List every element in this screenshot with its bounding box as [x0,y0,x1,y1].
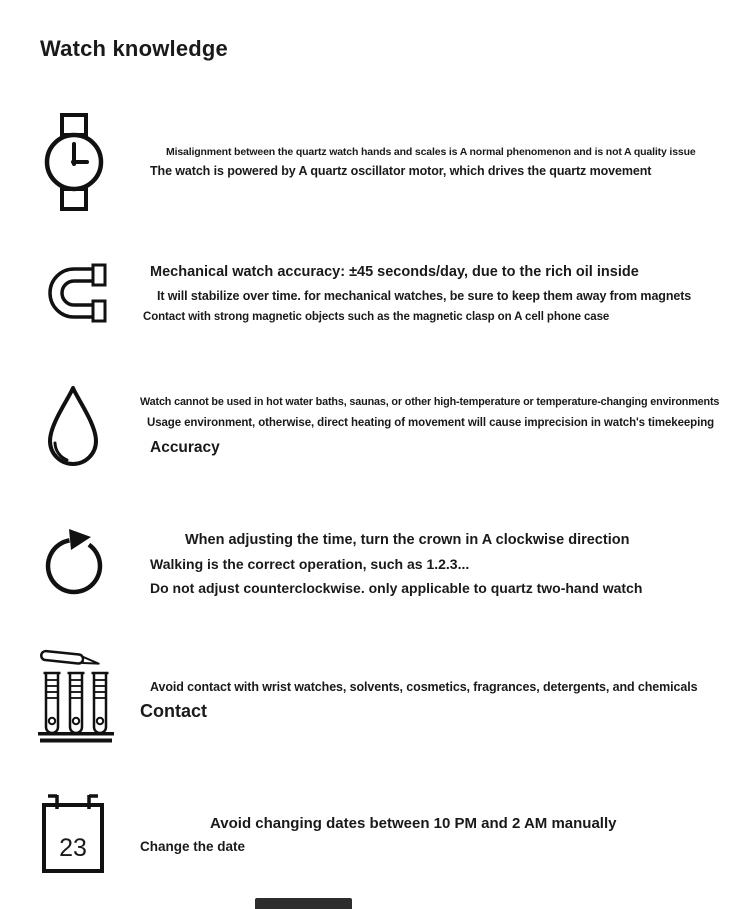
water-drop-icon [40,384,106,472]
test-tubes-icon [38,646,114,744]
magnet-line-1: Mechanical watch accuracy: ±45 seconds/day, due to the rich oil inside [150,264,639,280]
magnet-icon [44,263,108,323]
wristwatch-icon [42,112,106,212]
temperature-line-2: Usage environment, otherwise, direct heating of movement will cause imprecision in watch's timekeeping [147,417,715,429]
temperature-heading: Accuracy [150,439,220,456]
calendar-day-number: 23 [59,834,87,862]
magnet-line-3: Contact with strong magnetic objects such as the magnetic clasp on A cell phone case [143,311,610,323]
temperature-line-1: Watch cannot be used in hot water baths, saunas, or other high-temperature or temperature-changing environments [140,396,720,408]
magnet-line-2: It will stabilize over time. for mechanical watches, be sure to keep them away from magnets [157,289,692,303]
chemicals-line: Avoid contact with wrist watches, solvents, cosmetics, fragrances, detergents, and chemicals [150,680,698,694]
clockwise-arrow-icon [44,521,108,599]
date-line-2: Change the date [140,839,246,854]
chemicals-heading: Contact [140,701,207,721]
quartz-note-line: Misalignment between the quartz watch hands and scales is A normal phenomenon and is not A quality issue [166,146,696,158]
date-line-1: Avoid changing dates between 10 PM and 2 AM manually [210,815,617,832]
bottom-bar [255,898,352,909]
crown-line-1: When adjusting the time, turn the crown in A clockwise direction [185,532,630,548]
crown-line-2: Walking is the correct operation, such as 1.2.3... [150,556,470,572]
crown-line-3: Do not adjust counterclockwise. only applicable to quartz two-hand watch [150,580,643,596]
page-title: Watch knowledge [40,36,228,61]
quartz-main-line: The watch is powered by A quartz oscillator motor, which drives the quartz movement [150,164,652,178]
